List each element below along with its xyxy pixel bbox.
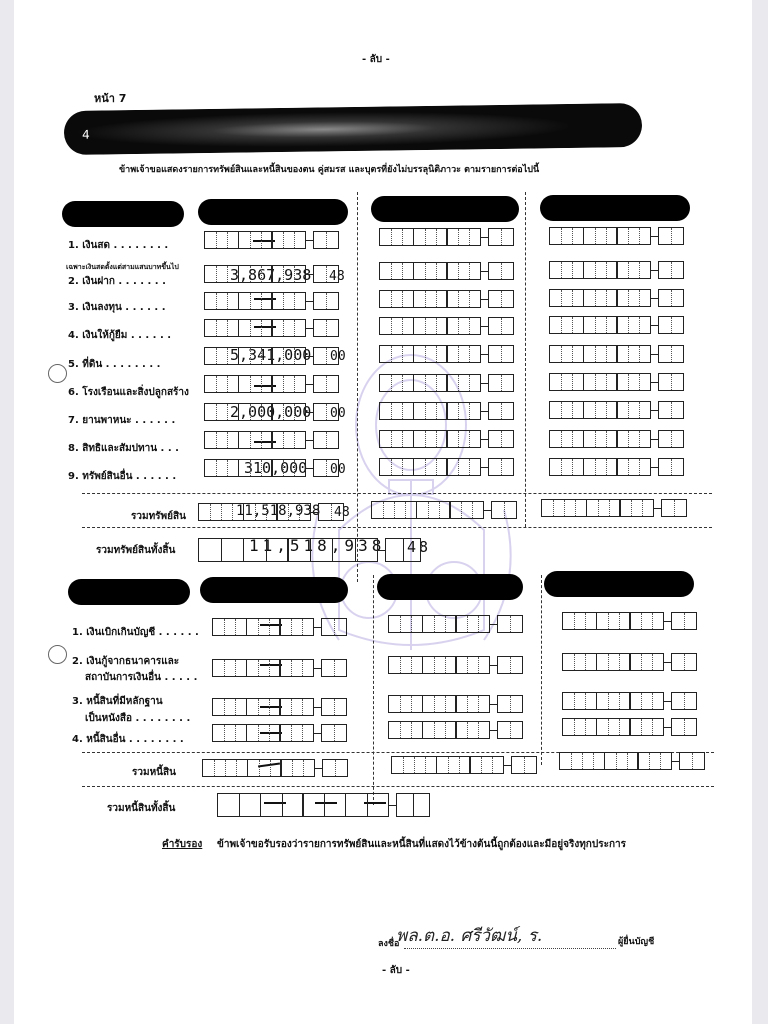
certification-heading: คำรับรอง <box>162 839 203 850</box>
amount-box-self <box>204 231 339 249</box>
liability-label: 3. หนี้สินที่มีหลักฐาน <box>72 696 163 707</box>
asset-subtotal-decimal: 48 <box>334 505 350 520</box>
liability-label: 4. หนี้สินอื่น . . . . . . . . <box>72 734 184 745</box>
asset-decimal: 00 <box>330 462 346 477</box>
liability-box-children <box>562 692 697 710</box>
classification-bottom: - ลับ - <box>382 965 410 976</box>
intro-text: ข้าพเจ้าขอแสดงรายการทรัพย์สินและหนี้สินของตน คู่สมรส และบุตรที่ยังไม่บรรลุนิติภาวะ ตามรายการต่อไปนี้ <box>119 165 540 175</box>
document-page <box>14 0 752 1024</box>
asset-subtotal-value: 11,518,938 <box>236 503 321 519</box>
asset-label: 6. โรงเรือนและสิ่งปลูกสร้าง <box>68 387 189 398</box>
amount-box-children <box>549 373 684 391</box>
redacted-column-header <box>540 195 690 221</box>
asset-value: 2,000,000 <box>230 403 312 421</box>
asset-decimal: 00 <box>330 406 346 421</box>
asset-grand-total-decimal: 48 <box>407 538 432 556</box>
amount-box-spouse <box>379 290 514 308</box>
asset-decimal: 48 <box>329 269 345 284</box>
column-divider <box>373 575 374 805</box>
asset-label: 8. สิทธิและสัมปทาน . . . <box>68 443 179 454</box>
liability-box-self <box>212 698 347 716</box>
cash-note: เฉพาะเงินสดตั้งแต่สามแสนบาทขึ้นไป <box>66 263 179 271</box>
liability-subtotal-box-self <box>202 759 348 777</box>
liability-label: 1. เงินเบิกเกินบัญชี . . . . . . <box>72 627 199 638</box>
amount-box-children <box>549 227 684 245</box>
asset-label: 7. ยานพาหนะ . . . . . . <box>68 415 176 426</box>
asset-label: 9. ทรัพย์สินอื่น . . . . . . <box>68 471 177 482</box>
liability-grand-total-box <box>217 793 430 817</box>
redacted-column-header <box>198 199 348 225</box>
asset-subtotal-box-self <box>198 503 344 521</box>
amount-box-spouse <box>379 430 514 448</box>
amount-box-children <box>549 345 684 363</box>
amount-box-children <box>549 261 684 279</box>
amount-box-self <box>204 459 339 477</box>
role-label: ผู้ยื่นบัญชี <box>618 937 655 947</box>
asset-label: 1. เงินสด . . . . . . . . <box>68 240 169 251</box>
amount-box-self <box>204 431 339 449</box>
redacted-column-header <box>377 574 523 600</box>
liability-label: 2. เงินกู้จากธนาคารและ <box>72 656 180 667</box>
liability-box-children <box>562 653 697 671</box>
liability-box-children <box>562 718 697 736</box>
amount-box-self <box>204 375 339 393</box>
row-divider <box>82 493 712 494</box>
column-divider <box>541 575 542 765</box>
hole-punch-mark <box>48 645 67 664</box>
asset-value: 5,341,000 <box>230 346 312 364</box>
amount-box-children <box>549 289 684 307</box>
liability-box-spouse <box>388 615 523 633</box>
redacted-column-header <box>544 571 694 597</box>
redacted-section-header <box>64 103 643 155</box>
signature-line <box>404 948 616 949</box>
page-label: หน้า 7 <box>94 92 127 105</box>
amount-box-spouse <box>379 345 514 363</box>
amount-box-children <box>549 316 684 334</box>
asset-decimal: 00 <box>330 349 346 364</box>
asset-grand-total-value: 11,518,938 <box>249 536 386 555</box>
handwritten-signature: พล.ต.อ. ศรีวัฒน์, ร. <box>396 926 543 946</box>
hole-punch-mark <box>48 364 67 383</box>
liability-label-cont: สถาบันการเงินอื่น . . . . . <box>85 672 198 683</box>
asset-subtotal-box-spouse <box>371 501 517 519</box>
classification-top: - ลับ - <box>362 54 390 65</box>
liability-subtotal-box-children <box>559 752 705 770</box>
redacted-column-header <box>371 196 519 222</box>
liability-box-self <box>212 724 347 742</box>
liability-box-spouse <box>388 695 523 713</box>
liability-grand-total-label: รวมหนี้สินทั้งสิ้น <box>107 803 176 814</box>
liability-box-self <box>212 618 347 636</box>
asset-grand-total-box <box>198 538 421 562</box>
amount-box-spouse <box>379 402 514 420</box>
row-divider <box>82 786 714 787</box>
liability-box-spouse <box>388 656 523 674</box>
asset-subtotal-label: รวมทรัพย์สิน <box>131 511 186 522</box>
asset-value: 310,000 <box>244 459 308 477</box>
redacted-label-header <box>68 579 190 605</box>
asset-subtotal-box-children <box>541 499 687 517</box>
sign-label: ลงชื่อ <box>378 939 400 949</box>
liability-box-self <box>212 659 347 677</box>
liability-subtotal-box-spouse <box>391 756 537 774</box>
amount-box-spouse <box>379 262 514 280</box>
amount-box-children <box>549 401 684 419</box>
liability-label-cont: เป็นหนังสือ . . . . . . . . <box>85 713 191 724</box>
column-divider <box>525 192 526 527</box>
liability-box-children <box>562 612 697 630</box>
liability-subtotal-label: รวมหนี้สิน <box>132 767 176 778</box>
certification-text: ข้าพเจ้าขอรับรองว่ารายการทรัพย์สินและหนี้สินที่แสดงไว้ข้างต้นนี้ถูกต้องและมีอยู่จริงทุกประการ <box>217 839 626 850</box>
section-number: 4 <box>81 127 90 142</box>
asset-label: 2. เงินฝาก . . . . . . . <box>68 276 166 287</box>
asset-label: 4. เงินให้กู้ยืม . . . . . . <box>68 330 172 341</box>
amount-box-spouse <box>379 317 514 335</box>
column-divider <box>357 192 358 582</box>
amount-box-children <box>549 430 684 448</box>
asset-grand-total-label: รวมทรัพย์สินทั้งสิ้น <box>96 545 176 556</box>
amount-box-spouse <box>379 374 514 392</box>
asset-label: 3. เงินลงทุน . . . . . . <box>68 302 166 313</box>
amount-box-self <box>204 403 339 421</box>
asset-value: 3,867,938 <box>230 266 312 284</box>
amount-box-self <box>204 347 339 365</box>
amount-box-self <box>204 292 339 310</box>
redacted-column-header <box>200 577 348 603</box>
row-divider <box>82 527 712 528</box>
amount-box-spouse <box>379 228 514 246</box>
amount-box-self <box>204 319 339 337</box>
amount-box-children <box>549 458 684 476</box>
redacted-label-header <box>62 201 184 227</box>
liability-box-spouse <box>388 721 523 739</box>
asset-label: 5. ที่ดิน . . . . . . . . <box>68 359 161 370</box>
amount-box-self <box>204 265 339 283</box>
amount-box-spouse <box>379 458 514 476</box>
